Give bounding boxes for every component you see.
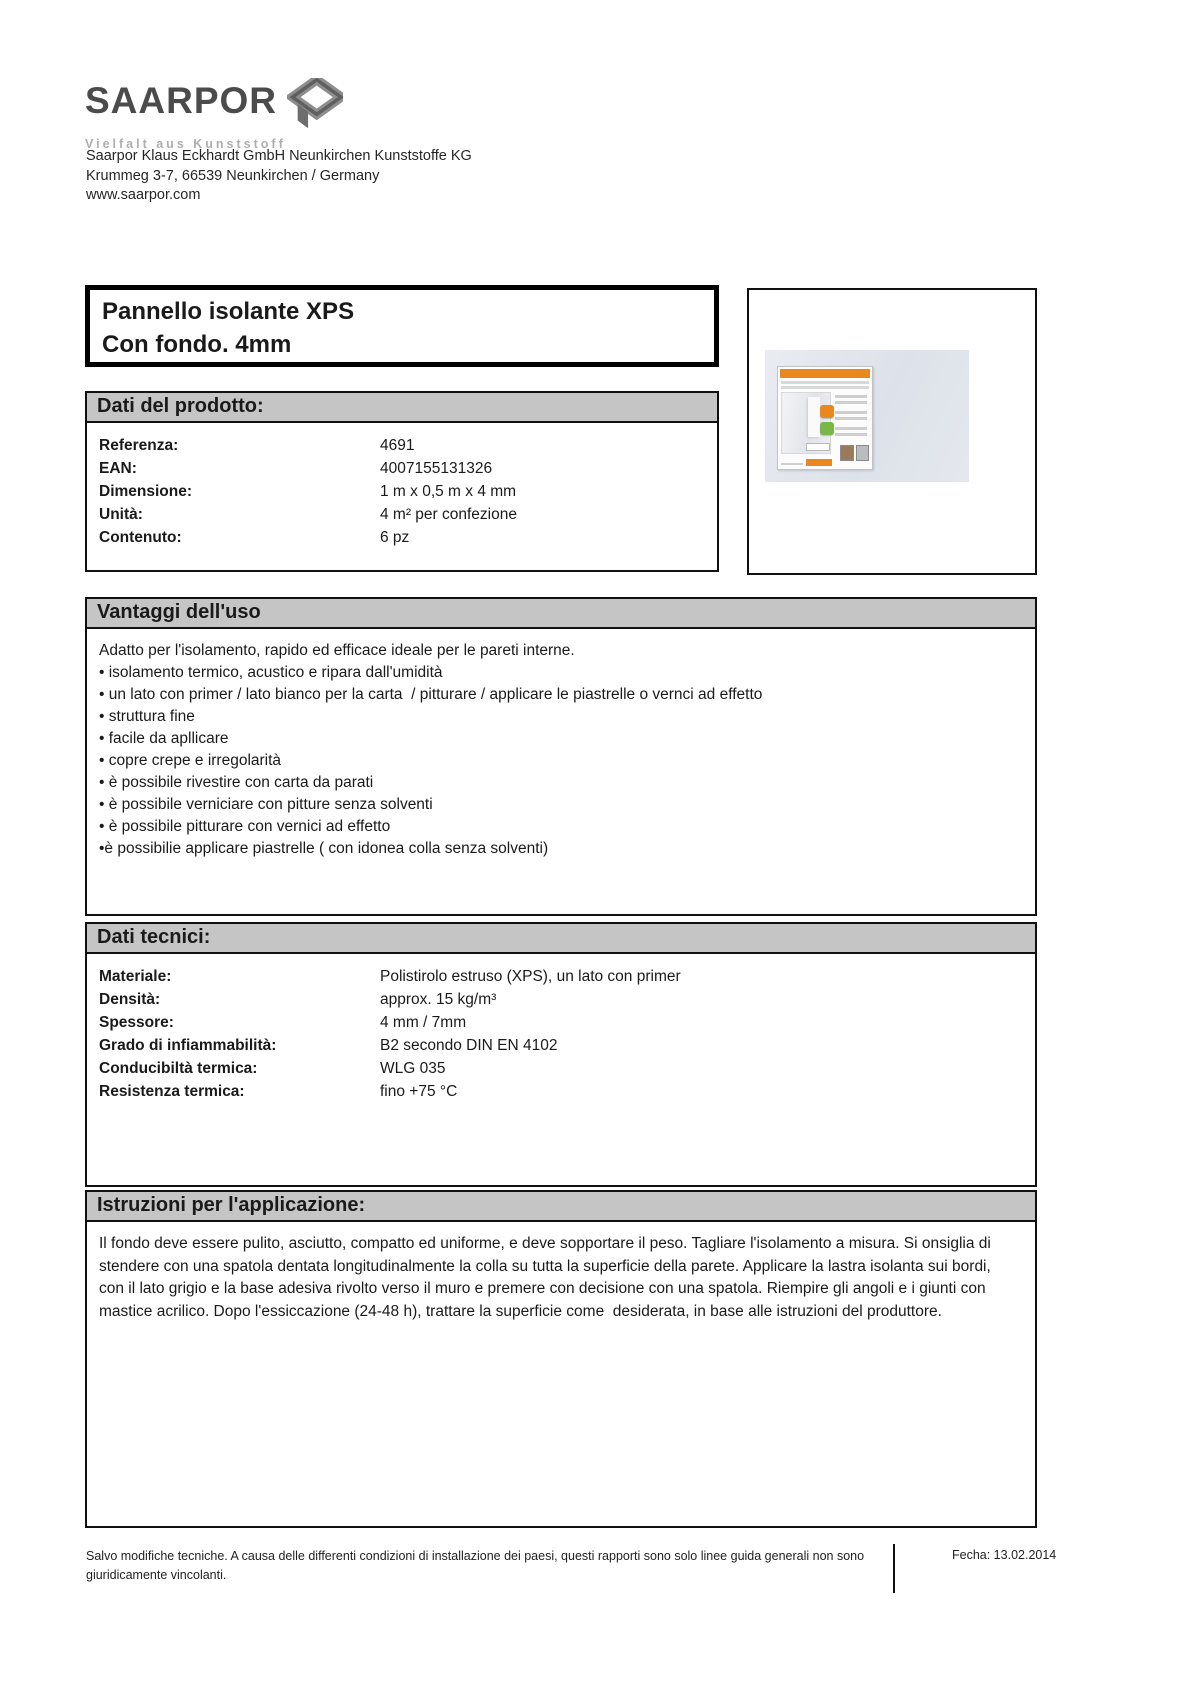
row-label: Unità: bbox=[99, 506, 143, 523]
footer-disclaimer: Salvo modifiche tecniche. A causa delle differenti condizioni di installazione dei paesi, questi rapporti sono solo linee guida generali non sono giuridicamente vincolanti. bbox=[86, 1549, 868, 1582]
label-small-box bbox=[806, 443, 830, 451]
row-value: 4 mm / 7mm bbox=[380, 1014, 467, 1031]
row-value: 1 m x 0,5 m x 4 mm bbox=[380, 483, 517, 500]
section-heading-technical-data: Dati tecnici: bbox=[87, 924, 1035, 954]
row-label: Conducibiltà termica: bbox=[99, 1060, 258, 1077]
logo-wordmark: SAARPOR bbox=[85, 80, 278, 121]
company-logo bbox=[85, 82, 343, 151]
row-label: Spessore: bbox=[99, 1014, 174, 1031]
instructions-paragraph: Il fondo deve essere pulito, asciutto, compatto ed uniforme, e deve sopportare il peso. Tagliare l'isolamento a misura. Si onsiglia di stendere con una spatola dentata longitudinalmente la colla su tutta la superficie della parete. Applicare la lastra isolanta sui bordi, con il lato grigio e la base adesiva rivolto verso il muro e premere con decisione con una spatola. Riempire gli angoli e i giunti con mastice acrilico. Dopo l'essiccazione (24-48 h), trattare la superficie come desiderata, in base alle istruzioni del produttore. bbox=[99, 1235, 996, 1320]
package-label-textline bbox=[835, 433, 867, 436]
row-label: Contenuto: bbox=[99, 529, 182, 546]
row-value: 4 m² per confezione bbox=[380, 506, 517, 523]
label-green-icon bbox=[820, 422, 834, 435]
table-row bbox=[99, 1034, 1035, 1057]
product-title-line2: Con fondo. 4mm bbox=[102, 331, 292, 358]
row-value: approx. 15 kg/m³ bbox=[380, 991, 497, 1008]
table-row bbox=[99, 988, 1035, 1011]
advantages-body bbox=[87, 629, 1035, 860]
section-product-data bbox=[85, 391, 719, 572]
table-row bbox=[99, 1011, 1035, 1034]
package-label-textline bbox=[835, 417, 867, 420]
package-label bbox=[777, 366, 873, 470]
panel-strip bbox=[808, 397, 820, 437]
footer-divider bbox=[893, 1544, 895, 1593]
package-label-textline bbox=[835, 401, 867, 404]
company-address bbox=[86, 147, 472, 206]
list-item: • è possibile rivestire con carta da parati bbox=[99, 774, 374, 791]
section-heading-advantages: Vantaggi dell'uso bbox=[87, 599, 1035, 629]
package-label-textline bbox=[835, 395, 867, 398]
label-mini-photo bbox=[856, 445, 869, 461]
table-row bbox=[99, 1057, 1035, 1080]
row-label: Dimensione: bbox=[99, 483, 193, 500]
table-row bbox=[99, 503, 717, 526]
instructions-body bbox=[87, 1222, 1035, 1323]
address-line-website: www.saarpor.com bbox=[86, 187, 201, 203]
row-value: 4691 bbox=[380, 437, 415, 454]
row-value: 6 pz bbox=[380, 529, 410, 546]
advantages-intro: Adatto per l'isolamento, rapido ed efficace ideale per le pareti interne. bbox=[99, 642, 575, 659]
table-row bbox=[99, 965, 1035, 988]
package-label-textline bbox=[835, 427, 867, 430]
row-value: Polistirolo estruso (XPS), un lato con primer bbox=[380, 968, 681, 985]
table-row bbox=[99, 1080, 1035, 1103]
row-value: fino +75 °C bbox=[380, 1083, 458, 1100]
row-label: Resistenza termica: bbox=[99, 1083, 245, 1100]
list-item: • facile da apllicare bbox=[99, 730, 229, 747]
section-technical-data bbox=[85, 922, 1037, 1187]
logo-cube-icon bbox=[287, 78, 343, 135]
product-title-box bbox=[85, 285, 719, 367]
package-label-orange-banner bbox=[780, 369, 870, 378]
product-photo bbox=[765, 350, 969, 482]
section-advantages bbox=[85, 597, 1037, 916]
product-image-box bbox=[747, 288, 1037, 575]
address-line: Saarpor Klaus Eckhardt GmbH Neunkirchen Kunststoffe KG bbox=[86, 148, 472, 164]
product-data-body bbox=[87, 423, 717, 549]
list-item: • è possibile verniciare con pitture senza solventi bbox=[99, 796, 433, 813]
technical-data-body bbox=[87, 954, 1035, 1103]
row-label: Referenza: bbox=[99, 437, 179, 454]
section-heading-instructions: Istruzioni per l'applicazione: bbox=[87, 1192, 1035, 1222]
list-item: • copre crepe e irregolarità bbox=[99, 752, 282, 769]
row-value: 4007155131326 bbox=[380, 460, 493, 477]
package-label-textline bbox=[835, 411, 867, 414]
address-line: Krummeg 3-7, 66539 Neunkirchen / Germany bbox=[86, 167, 380, 184]
row-label: Grado di infiammabilità: bbox=[99, 1037, 277, 1054]
row-label: Materiale: bbox=[99, 968, 172, 985]
row-value: B2 secondo DIN EN 4102 bbox=[380, 1037, 558, 1054]
list-item: • struttura fine bbox=[99, 708, 195, 725]
label-orange-icon bbox=[820, 405, 834, 418]
package-label-textline bbox=[781, 463, 803, 466]
package-label-textline bbox=[781, 386, 869, 389]
row-label: EAN: bbox=[99, 460, 137, 477]
table-row bbox=[99, 480, 717, 503]
row-label: Densità: bbox=[99, 991, 161, 1008]
package-label-textline bbox=[781, 381, 869, 384]
table-row bbox=[99, 457, 717, 480]
label-mini-photo bbox=[840, 445, 854, 461]
logo-tagline: Vielfalt aus Kunststoff bbox=[85, 137, 286, 151]
section-heading-product-data: Dati del prodotto: bbox=[87, 393, 717, 423]
list-item: • è possibile pitturare con vernici ad effetto bbox=[99, 818, 391, 835]
table-row bbox=[99, 434, 717, 457]
section-instructions bbox=[85, 1190, 1037, 1528]
row-value: WLG 035 bbox=[380, 1060, 446, 1077]
footer-date: Fecha: 13.02.2014 bbox=[952, 1548, 1057, 1562]
list-item: •è possibilie applicare piastrelle ( con idonea colla senza solventi) bbox=[99, 840, 549, 857]
list-item: • un lato con primer / lato bianco per la carta / pitturare / applicare le piastrelle o vernci ad effetto bbox=[99, 686, 763, 703]
product-title-line1: Pannello isolante XPS bbox=[102, 298, 355, 325]
table-row bbox=[99, 526, 717, 549]
label-orange-strip bbox=[806, 459, 832, 466]
list-item: • isolamento termico, acustico e ripara dall'umidità bbox=[99, 664, 443, 681]
